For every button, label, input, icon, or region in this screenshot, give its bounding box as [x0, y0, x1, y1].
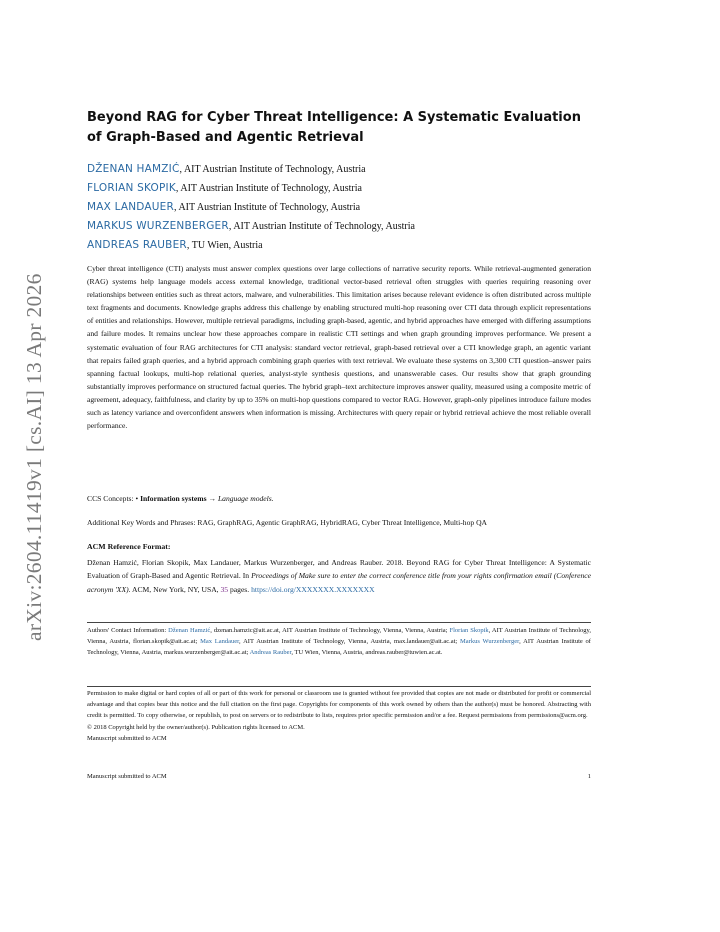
submission-note: Manuscript submitted to ACM: [87, 734, 167, 742]
divider: [87, 686, 591, 687]
paper-title: Beyond RAG for Cyber Threat Intelligence: A Systematic Evaluation of Graph-Based and Agentic Retrieval: [87, 110, 581, 145]
author-affiliation: , AIT Austrian Institute of Technology, Austria: [175, 183, 362, 194]
contact-author-link[interactable]: Markus Wurzenberger: [460, 638, 520, 646]
permission-block: [87, 688, 591, 744]
reference-text: Dženan Hamzić, Florian Skopik, Max Landauer, Markus Wurzenberger, and Andreas Rauber. 2018. Beyond RAG for Cyber Threat Intelligence: A Systematic Evaluation of Graph-Based and Agentic Retrieval. In: [87, 558, 591, 581]
reference-venue: Proceedings of Make sure to enter the correct conference title from your rights confirmation email (Conference acronym 'XX): [87, 571, 592, 594]
author-entry: [87, 198, 591, 217]
author-affiliation: , AIT Austrian Institute of Technology, Austria: [179, 164, 366, 175]
contact-details: , dzenan.hamzic@ait.ac.at, AIT Austrian Institute of Technology, Vienna, Vienna, Austria;: [210, 627, 450, 634]
keywords: Additional Key Words and Phrases: RAG, GraphRAG, Agentic GraphRAG, HybridRAG, Cyber Threat Intelligence, Multi-hop QA: [87, 518, 488, 527]
author-affiliation: , TU Wien, Austria: [186, 240, 263, 251]
contact-details: , AIT Austrian Institute of Technology, Vienna, Austria, max.landauer@ait.ac.at;: [239, 638, 461, 646]
author-name: ANDREAS RAUBER: [87, 239, 187, 251]
author-name: FLORIAN SKOPIK: [87, 182, 176, 194]
reference-text: . ACM, New York, NY, USA,: [128, 584, 221, 594]
contact-author-link[interactable]: Andreas Rauber: [249, 649, 292, 657]
author-affiliation: , AIT Austrian Institute of Technology, Austria: [174, 202, 361, 213]
footer-text: Manuscript submitted to ACM: [87, 773, 167, 780]
reference-text: pages.: [228, 584, 252, 594]
contact-prefix: Authors' Contact Information:: [87, 627, 169, 634]
page-number: 1: [587, 773, 591, 780]
contact-author-link[interactable]: Dženan Hamzić: [168, 627, 211, 634]
copyright-notice: © 2018 Copyright held by the owner/author(s). Publication rights licensed to ACM.: [87, 723, 305, 731]
author-list: [87, 160, 591, 255]
author-entry: [87, 236, 591, 255]
author-name: MARKUS WURZENBERGER: [87, 220, 229, 232]
page-count-link[interactable]: 35: [220, 584, 229, 594]
page-footer: [87, 773, 591, 780]
abstract: Cyber threat intelligence (CTI) analysts must answer complex questions over large collections of narrative security reports. While retrieval-augmented generation (RAG) systems help language models access external knowledge, traditional vector-based retrieval often struggles with queries requiring reasoning over relationships between entities such as threat actors, malware, and vulnerabilities. This limitation arises because relevant evidence is often distributed across multiple text fragments and documents. Knowledge graphs address this challenge by enabling structured multi-hop reasoning over CTI data through explicit representations of entities and relationships. However, multiple retrieval paradigms, including graph-based, agentic, and hybrid approaches have emerged with differing assumptions and failure modes. It remains unclear how these approaches compare in realistic CTI settings and when graph grounding improves performance. We present a systematic evaluation of four RAG architectures for CTI analysis: standard vector retrieval, graph-based retrieval over a CTI knowledge graph, an agentic variant that repairs failed graph queries, and a hybrid approach combining graph queries with text retrieval. We evaluate these systems on 3,300 CTI question–answer pairs spanning factual lookups, multi-hop relational queries, analyst-style synthesis questions, and unanswerable cases. Our results show that graph grounding substantially improves performance on structured factual queries. The hybrid graph–text architecture improves answer quality, measured using a composite metric of agreement, adequacy, faithfulness, and clarity by up to 35% on multi-hop questions compared to vector RAG. However, graph-only pipelines introduce failure modes such as latency variance and overconfident answers when information is missing. Architectures with query repair or hybrid retrieval achieve the most reliable overall performance.: [87, 264, 591, 431]
contact-details: , AIT Austrian Institute of Technology, Vienna, Austria, markus.wurzenberger@ait.ac.at;: [87, 638, 591, 657]
ccs-concept: Language models.: [217, 494, 274, 503]
author-name: DŽENAN HAMZIĆ: [87, 163, 180, 175]
arxiv-sidebar-id: arXiv:2604.11419v1 [cs.AI] 13 Apr 2026: [22, 273, 46, 641]
ccs-bullet: •: [135, 494, 141, 503]
author-entry: [87, 179, 591, 198]
contact-details: , AIT Austrian Institute of Technology, Vienna, Austria, florian.skopik@ait.ac.at;: [87, 627, 592, 646]
author-entry: [87, 160, 591, 179]
ccs-concepts: [87, 493, 274, 505]
reference-heading: ACM Reference Format:: [87, 542, 171, 551]
author-entry: [87, 217, 591, 236]
contact-information: [87, 625, 591, 659]
author-name: MAX LANDAUER: [87, 201, 174, 213]
doi-link[interactable]: https://doi.org/XXXXXXX.XXXXXXX: [251, 584, 375, 594]
contact-details: , TU Wien, Vienna, Austria, andreas.rauber@tuwien.ac.at.: [291, 649, 443, 657]
permission-notice: Permission to make digital or hard copies of all or part of this work for personal or classroom use is granted without fee provided that copies are not made or distributed for profit or commercial advantage and that copies bear this notice and the full citation on the first page. Copyrights for components of this work owned by others than the author(s) must be honored. Abstracting with credit is permitted. To copy otherwise, or republish, to post on servers or to redistribute to lists, requires prior specific permission and/or a fee. Request permissions from permissions@acm.org.: [87, 690, 591, 720]
reference-format: [87, 556, 591, 596]
ccs-category: Information systems: [140, 494, 207, 503]
contact-author-link[interactable]: Florian Skopik: [449, 627, 489, 634]
ccs-label: CCS Concepts:: [87, 494, 136, 503]
author-affiliation: , AIT Austrian Institute of Technology, Austria: [228, 221, 415, 232]
ccs-arrow: →: [206, 494, 218, 503]
divider: [87, 622, 591, 623]
contact-author-link[interactable]: Max Landauer: [200, 638, 240, 646]
